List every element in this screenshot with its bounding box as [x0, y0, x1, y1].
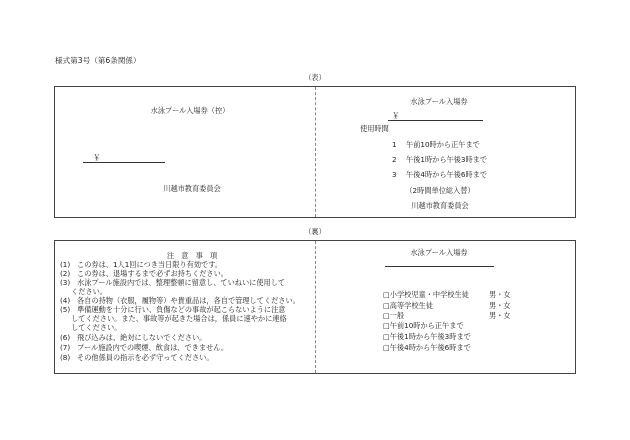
stub-yen: ￥ — [93, 153, 101, 162]
category-label-3: □一般 — [383, 311, 405, 320]
back-time-1: □午前10時から正午まで — [383, 321, 464, 330]
note-text-7: プール施設内での喫煙、飲食は、できません。 — [77, 343, 229, 352]
note-text-8: その他係員の指示を必ず守ってください。 — [77, 353, 214, 362]
note-text-5c: してください。 — [71, 323, 122, 332]
note-text-3a: 水泳プール施設内では、整理整頓に留意し、ていねいに使用して — [77, 278, 286, 287]
time-text-1: 午前10時から正午まで — [406, 140, 480, 149]
ticket-issuer: 川越市教育委員会 — [411, 201, 469, 210]
back-ticket-title: 水泳プール入場券 — [410, 248, 468, 257]
time-num-2: 2 — [392, 155, 397, 164]
time-text-3: 午後4時から午後6時まで — [406, 170, 488, 179]
time-num-1: 1 — [392, 140, 397, 149]
category-gender-1: 男・女 — [489, 290, 511, 299]
note-text-4: 各自の持物（衣服，履物等）や貴重品は，各自で管理してください。 — [77, 296, 300, 305]
stub-amount-line — [83, 162, 165, 163]
note-text-5a: 準備運動を十分に行い、負傷などの事故が起こらないように注意 — [77, 305, 286, 314]
ticket-yen: ￥ — [392, 111, 400, 120]
note-num-5: (5) — [60, 305, 71, 314]
time-num-3: 3 — [392, 170, 397, 179]
ticket-note: （2時間単位総入替） — [405, 186, 475, 195]
form-id: 様式第3号（第6条関係） — [55, 56, 141, 65]
ticket-title: 水泳プール入場券 — [410, 97, 468, 106]
note-num-3: (3) — [60, 278, 71, 287]
back-label: （裏） — [304, 227, 326, 236]
note-text-1: この券は、1人1回につき当日限り有効です。 — [77, 260, 222, 269]
note-num-6: (6) — [60, 333, 71, 342]
category-label-2: □高等学校生徒 — [383, 301, 433, 310]
back-time-2: □午後1時から午後3時まで — [383, 332, 471, 341]
back-ticket-line — [385, 266, 494, 267]
note-num-7: (7) — [60, 343, 71, 352]
category-gender-3: 男・女 — [489, 311, 511, 320]
ticket-amount-line — [388, 120, 483, 121]
category-label-1: □小学校児童・中学校生徒 — [383, 290, 469, 299]
note-text-5b: してください。また、事故等が起きた場合は，係員に速やかに連絡 — [71, 314, 287, 323]
note-num-2: (2) — [60, 269, 71, 278]
time-heading: 使用時間 — [360, 124, 389, 133]
back-time-3: □午後4時から午後6時まで — [383, 343, 471, 352]
front-perforation — [315, 87, 316, 217]
back-perforation — [315, 241, 316, 373]
time-text-2: 午後1時から午後3時まで — [406, 155, 488, 164]
note-text-6: 飛び込みは、絶対にしないでください。 — [77, 333, 207, 342]
note-num-1: (1) — [60, 260, 71, 269]
note-text-3b: ください。 — [71, 287, 107, 296]
note-num-4: (4) — [60, 296, 71, 305]
category-gender-2: 男・女 — [489, 301, 511, 310]
front-ticket-panel — [54, 86, 576, 218]
back-ticket-panel — [54, 240, 576, 374]
front-label: （表） — [304, 73, 326, 82]
stub-issuer: 川越市教育委員会 — [163, 184, 221, 193]
notes-title: 注 意 事 項 — [166, 251, 218, 260]
note-text-2: この券は、退場するまで必ずお持ちください。 — [77, 269, 228, 278]
stub-title: 水泳プール入場券（控） — [150, 106, 230, 115]
note-num-8: (8) — [60, 353, 71, 362]
